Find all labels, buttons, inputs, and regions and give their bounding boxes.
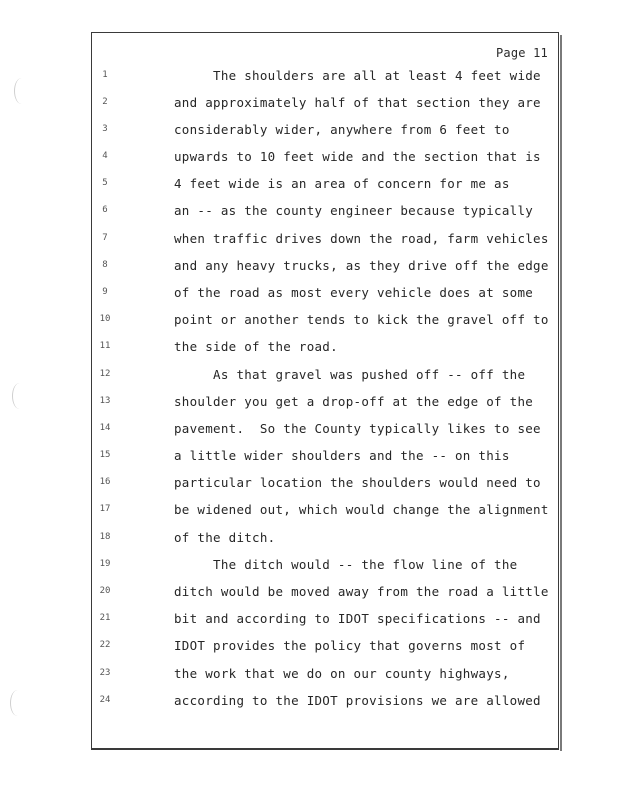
line-number: 5 [102,178,108,188]
transcript-line [0,339,618,359]
transcript-line [0,367,618,387]
line-number: 3 [102,124,108,134]
transcript-line [0,203,618,223]
line-text: a little wider shoulders and the -- on this [174,448,510,463]
line-number: 14 [99,423,111,433]
line-number: 16 [99,477,111,487]
line-number: 21 [99,613,111,623]
line-text: pavement. So the County typically likes to see [174,421,541,436]
transcript-line [0,149,618,169]
transcript-line [0,557,618,577]
transcript-line [0,285,618,305]
line-text: The ditch would -- the flow line of the [174,557,518,572]
line-text: point or another tends to kick the gravel off to [174,312,549,327]
line-text: bit and according to IDOT specifications -- and [174,611,541,626]
line-text: and approximately half of that section they are [174,95,541,110]
transcript-line [0,122,618,142]
transcript-line [0,95,618,115]
line-text: considerably wider, anywhere from 6 feet to [174,122,510,137]
line-text: be widened out, which would change the alignment [174,502,549,517]
line-text: shoulder you get a drop-off at the edge of the [174,394,534,409]
transcript-line [0,502,618,522]
line-text: the side of the road. [174,339,338,354]
line-number: 18 [99,532,111,542]
line-number: 22 [99,640,111,650]
transcript-line [0,475,618,495]
transcript-line [0,611,618,631]
transcript-line [0,638,618,658]
line-number: 15 [99,450,111,460]
line-text: 4 feet wide is an area of concern for me as [174,176,510,191]
transcript-line [0,394,618,414]
line-number: 17 [99,504,111,514]
line-number: 24 [99,695,111,705]
transcript-line [0,693,618,713]
transcript-line [0,312,618,332]
line-text: the work that we do on our county highways, [174,666,510,681]
line-number: 13 [99,396,111,406]
line-number: 23 [99,668,111,678]
line-text: ditch would be moved away from the road a little [174,584,549,599]
line-number: 1 [102,70,108,80]
line-text: when traffic drives down the road, farm vehicles [174,231,549,246]
line-number: 20 [99,586,111,596]
transcript-line [0,666,618,686]
transcript-line [0,421,618,441]
line-text: particular location the shoulders would need to [174,475,541,490]
line-number: 11 [99,341,111,351]
transcript-line [0,448,618,468]
line-text: and any heavy trucks, as they drive off the edge [174,258,549,273]
transcript-line [0,584,618,604]
line-number: 6 [102,205,108,215]
line-number: 2 [102,97,108,107]
line-text: IDOT provides the policy that governs most of [174,638,526,653]
line-number: 7 [102,233,108,243]
transcript-line [0,68,618,88]
line-text: As that gravel was pushed off -- off the [174,367,526,382]
line-text: of the road as most every vehicle does at some [174,285,534,300]
line-text: an -- as the county engineer because typically [174,203,534,218]
line-text: The shoulders are all at least 4 feet wide [174,68,541,83]
transcript-line [0,258,618,278]
line-number: 12 [99,369,111,379]
line-text: upwards to 10 feet wide and the section that is [174,149,541,164]
page-number: Page 11 [496,46,548,60]
line-number: 4 [102,151,108,161]
line-number: 10 [99,314,111,324]
line-number: 19 [99,559,111,569]
line-text: of the ditch. [174,530,276,545]
line-number: 9 [102,287,108,297]
transcript-line [0,231,618,251]
transcript-line [0,530,618,550]
line-number: 8 [102,260,108,270]
transcript-line [0,176,618,196]
line-text: according to the IDOT provisions we are allowed [174,693,541,708]
